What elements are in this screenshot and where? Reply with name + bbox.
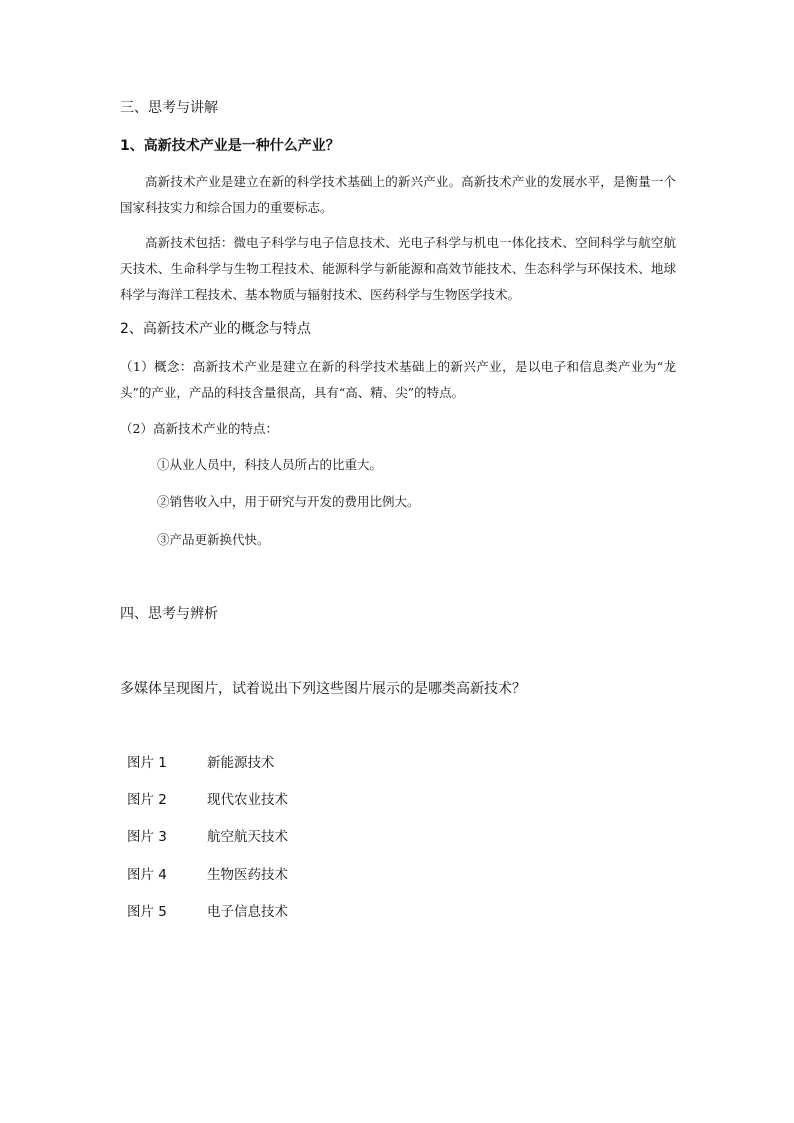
picture-technology: 新能源技术 [207,755,275,771]
question1-heading: 1、高新技术产业是一种什么产业？ [120,138,340,154]
section3-heading: 三、思考与讲解 [120,100,218,116]
picture-label: 图片 1 [127,755,167,771]
picture-technology: 生物医药技术 [207,867,288,883]
features-heading: （2）高新技术产业的特点： [120,421,278,436]
section4-prompt: 多媒体呈现图片，试着说出下列这些图片展示的是哪类高新技术？ [120,681,526,697]
section4-heading: 四、思考与辨析 [120,606,218,622]
picture-technology: 航空航天技术 [207,829,288,845]
feature-item-3: ③产品更新换代快。 [157,532,270,547]
question1-paragraph-1: 高新技术产业是建立在新的科学技术基础上的新兴产业。高新技术产业的发展水平，是衡量一个国家科技实力和综合国力的重要标志。 [120,174,676,215]
picture-technology: 现代农业技术 [207,792,288,808]
concept-paragraph: （1）概念：高新技术产业是建立在新的科学技术基础上的新兴产业，是以电子和信息类产业为“龙头”的产业，产品的科技含量很高，具有“高、精、尖”的特点。 [120,359,676,400]
question2-heading: 2、高新技术产业的概念与特点 [120,321,311,337]
picture-label: 图片 5 [127,904,167,920]
feature-item-2: ②销售收入中，用于研究与开发的费用比例大。 [157,494,420,509]
picture-technology: 电子信息技术 [207,904,288,920]
picture-label: 图片 4 [127,867,167,883]
picture-label: 图片 2 [127,792,167,808]
picture-label: 图片 3 [127,829,167,845]
feature-item-1: ①从业人员中，科技人员所占的比重大。 [157,457,383,472]
question1-paragraph-2: 高新技术包括：微电子科学与电子信息技术、光电子科学与机电一体化技术、空间科学与航空航天技术、生命科学与生物工程技术、能源科学与新能源和高效节能技术、生态科学与环保技术、地球科学与海洋工程技术、基本物质与辐射技术、医药科学与生物医学技术。 [120,235,676,302]
